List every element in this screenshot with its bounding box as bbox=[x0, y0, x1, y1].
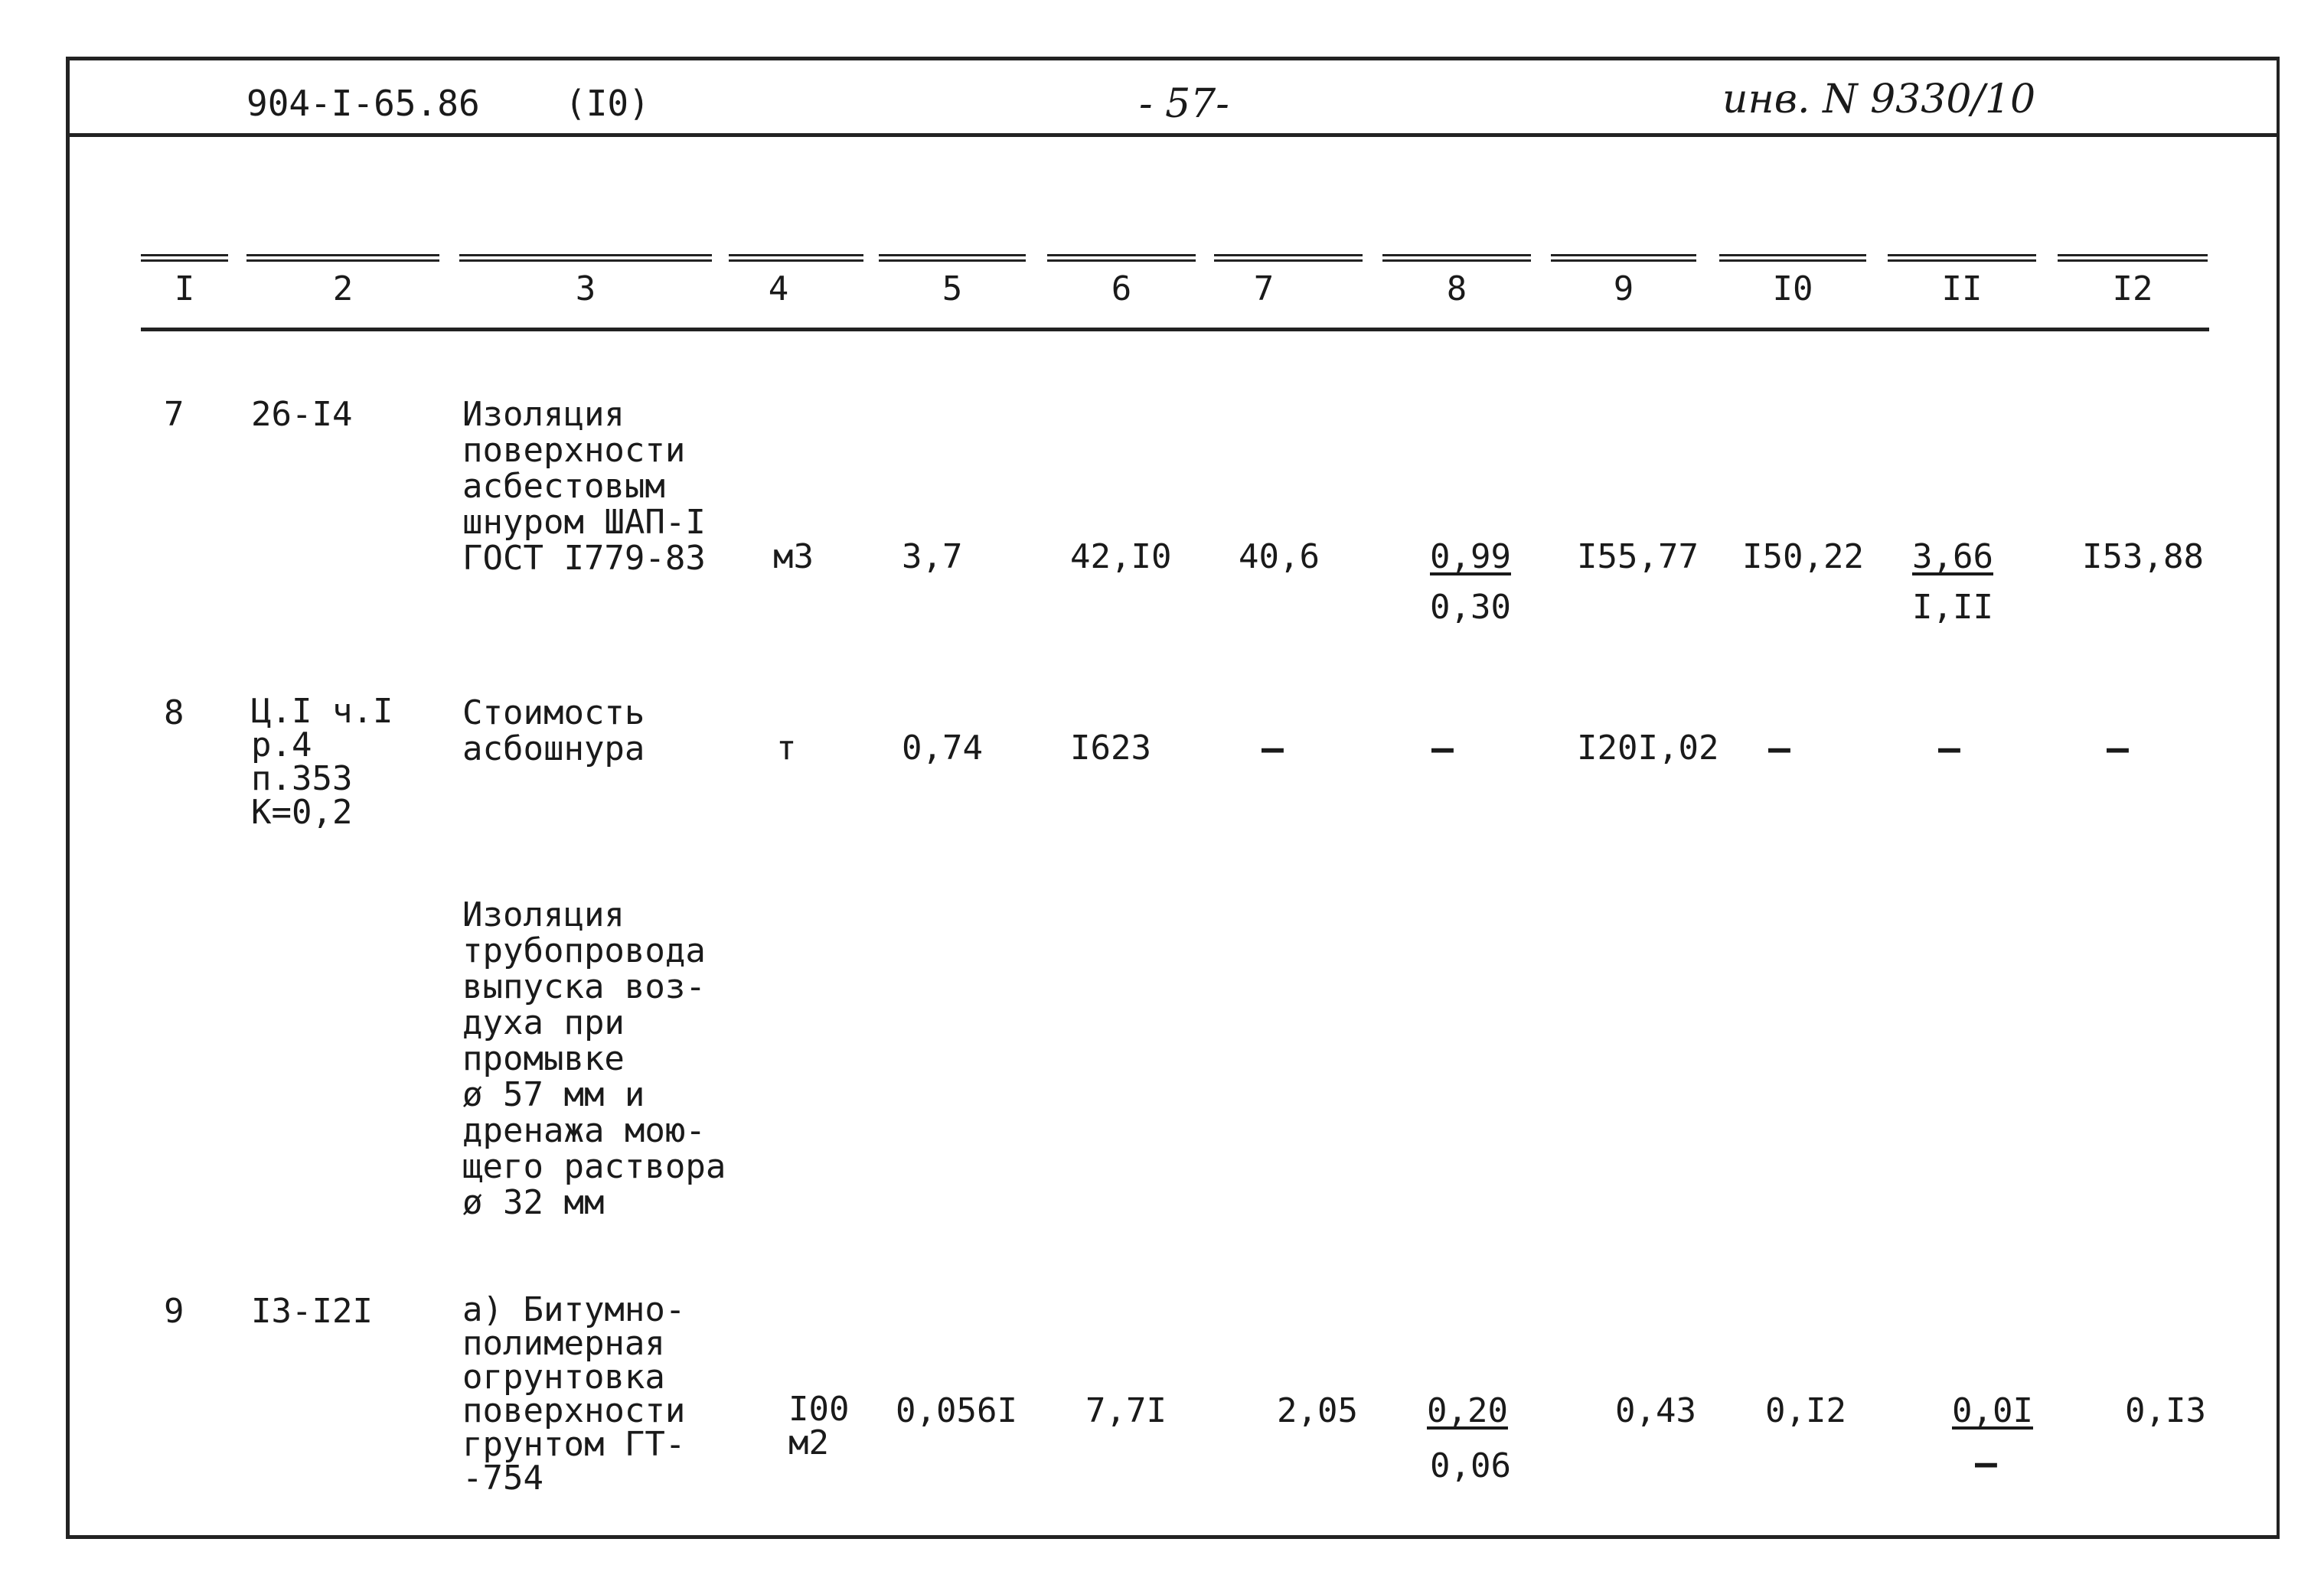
row9-name: а) Битумно- полимерная огрунтовка поверхности грунтом ГТ- -754 bbox=[462, 1290, 686, 1498]
row8-col8: – bbox=[1431, 727, 1454, 770]
row8-number: 8 bbox=[164, 693, 184, 732]
col-number-8: 8 bbox=[1446, 269, 1467, 308]
doc-code: 904-I-65.86 bbox=[246, 83, 480, 124]
row9-col9: 0,43 bbox=[1615, 1391, 1696, 1430]
col-rule-8 bbox=[1382, 254, 1531, 262]
row7-col8-bottom: 0,30 bbox=[1430, 588, 1511, 627]
col-number-6: 6 bbox=[1111, 269, 1132, 308]
col-rule-6 bbox=[1047, 254, 1196, 262]
row8-col6: I623 bbox=[1070, 729, 1151, 768]
row7-unit: м3 bbox=[773, 537, 814, 576]
row8-code: Ц.I ч.I р.4 п.353 К=0,2 bbox=[251, 692, 393, 832]
row7-code: 26-I4 bbox=[251, 395, 353, 434]
col-number-11: II bbox=[1941, 269, 1983, 308]
col-number-3: 3 bbox=[575, 269, 596, 308]
inventory-number: инв. N 9330/10 bbox=[1722, 77, 2036, 122]
col-rule-10 bbox=[1719, 254, 1866, 262]
row7-col11-bottom: I,II bbox=[1912, 588, 1993, 627]
col-rule-7 bbox=[1214, 254, 1363, 262]
col-rule-4 bbox=[729, 254, 863, 262]
col-rule-1 bbox=[141, 254, 228, 262]
col-number-12: I2 bbox=[2112, 269, 2153, 308]
col-number-9: 9 bbox=[1613, 269, 1634, 308]
col-number-4: 4 bbox=[768, 269, 789, 308]
row8-name: Стоимость асбошнура bbox=[462, 693, 645, 768]
row8-col5: 0,74 bbox=[902, 729, 983, 768]
section-description: Изоляция трубопровода выпуска воз- духа при промывке ø 57 мм и дренажа мою- щего раствора ø 32 мм bbox=[462, 895, 726, 1222]
row7-col7: 40,6 bbox=[1239, 537, 1320, 576]
header-bottom-rule bbox=[141, 328, 2209, 331]
col-rule-5 bbox=[879, 254, 1026, 262]
row7-col11-top: 3,66 bbox=[1912, 537, 1993, 576]
row7-name: Изоляция поверхности асбестовым шнуром ШАП-I ГОСТ I779-83 bbox=[462, 395, 706, 578]
row8-col10: – bbox=[1768, 727, 1790, 770]
col-rule-12 bbox=[2058, 254, 2208, 262]
row7-col5: 3,7 bbox=[902, 537, 963, 576]
row9-col8-top: 0,20 bbox=[1427, 1391, 1508, 1430]
row9-col12: 0,I3 bbox=[2125, 1391, 2206, 1430]
col-rule-3 bbox=[459, 254, 712, 262]
row9-unit: I00 м2 bbox=[788, 1390, 850, 1462]
col-number-10: I0 bbox=[1772, 269, 1813, 308]
col-number-7: 7 bbox=[1253, 269, 1275, 308]
row9-col7: 2,05 bbox=[1277, 1391, 1358, 1430]
doc-part: (I0) bbox=[565, 83, 650, 124]
row9-number: 9 bbox=[164, 1292, 184, 1331]
row8-col7: – bbox=[1262, 727, 1284, 770]
row9-col5: 0,056I bbox=[896, 1391, 1017, 1430]
row9-col11-bottom: – bbox=[1975, 1442, 1997, 1485]
col-rule-9 bbox=[1551, 254, 1696, 262]
row7-col10: I50,22 bbox=[1742, 537, 1864, 576]
page-number: - 57- bbox=[1139, 81, 1229, 127]
row9-col11-top: 0,0I bbox=[1952, 1391, 2033, 1430]
row9-code: I3-I2I bbox=[251, 1292, 373, 1331]
row8-col9: I20I,02 bbox=[1577, 729, 1719, 768]
col-rule-11 bbox=[1888, 254, 2036, 262]
col-number-1: I bbox=[174, 269, 195, 308]
row9-col10: 0,I2 bbox=[1765, 1391, 1846, 1430]
row7-col9: I55,77 bbox=[1577, 537, 1699, 576]
row7-col6: 42,I0 bbox=[1070, 537, 1172, 576]
row9-col6: 7,7I bbox=[1085, 1391, 1167, 1430]
row8-col12: – bbox=[2107, 727, 2129, 770]
header-rule bbox=[69, 133, 2278, 137]
row7-col12: I53,88 bbox=[2082, 537, 2204, 576]
row9-col8-bottom: 0,06 bbox=[1430, 1446, 1511, 1485]
row8-unit: т bbox=[776, 729, 797, 768]
col-number-2: 2 bbox=[332, 269, 354, 308]
row7-col8-top: 0,99 bbox=[1430, 537, 1511, 576]
col-number-5: 5 bbox=[942, 269, 963, 308]
col-rule-2 bbox=[246, 254, 439, 262]
row7-number: 7 bbox=[164, 395, 184, 434]
row8-col11: – bbox=[1938, 727, 1960, 770]
